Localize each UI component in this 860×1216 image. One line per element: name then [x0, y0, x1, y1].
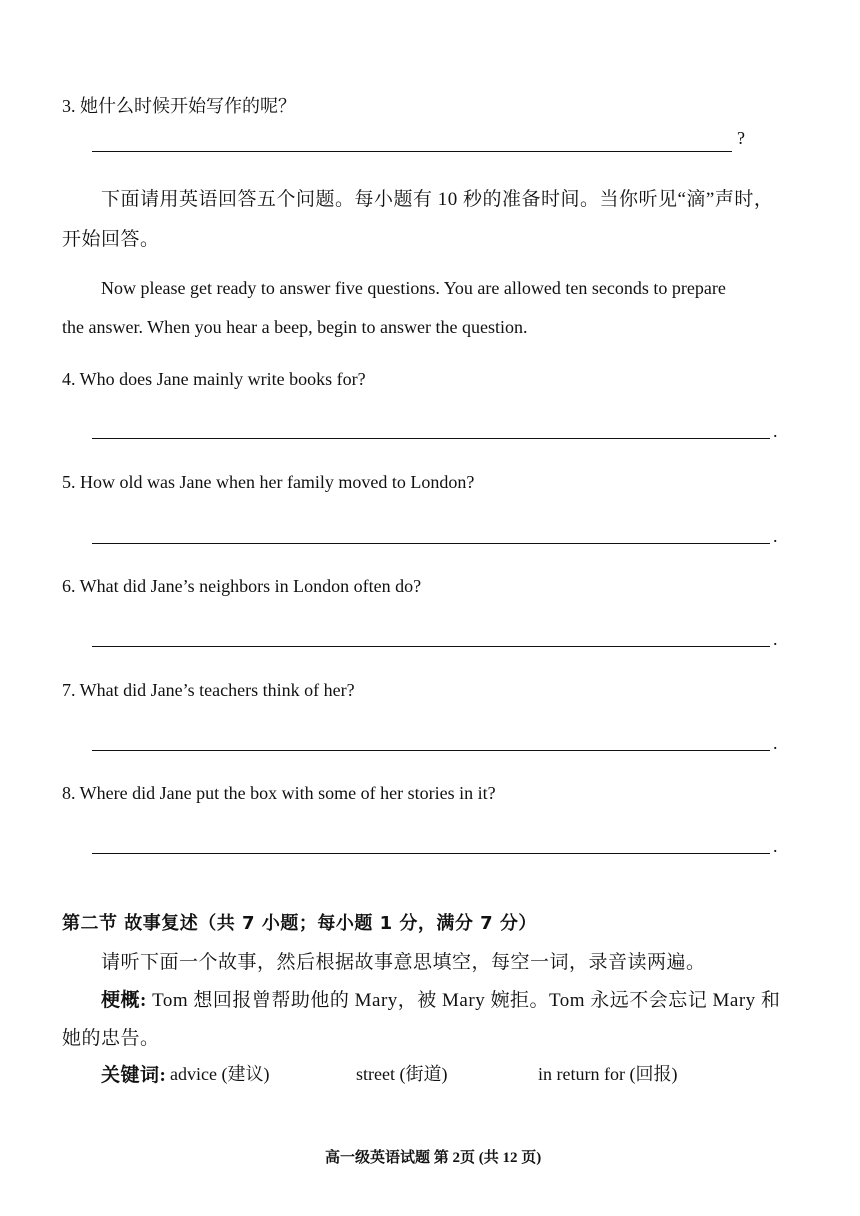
- keyword-street: street (街道): [356, 1064, 448, 1084]
- keyword-in-return-for: in return for (回报): [538, 1064, 678, 1084]
- question-8: 8. Where did Jane put the box with some of her stories in it?: [62, 783, 496, 803]
- question-3: 3. 她什么时候开始写作的呢？: [62, 96, 296, 116]
- answer-line-5[interactable]: [92, 543, 770, 544]
- question-7: 7. What did Jane’s teachers think of her?: [62, 680, 355, 700]
- instruction-zh-line2: 开始回答。: [62, 229, 160, 250]
- answer-end-mark-3: ?: [737, 128, 745, 148]
- summary-text-line1: Tom 想回报曾帮助他的 Mary，被 Mary 婉拒。Tom 永远不会忘记 Mary 和: [146, 990, 781, 1011]
- answer-line-4[interactable]: [92, 438, 770, 439]
- keywords-label: [101, 1060, 166, 1087]
- summary-line1: [101, 985, 780, 1012]
- instruction-zh-line1: 下面请用英语回答五个问题。每小题有 10 秒的准备时间。当你听见“滴”声时，: [101, 189, 774, 210]
- answer-line-3[interactable]: [92, 151, 732, 152]
- keyword-advice: advice (建议): [170, 1064, 270, 1084]
- answer-end-mark-5: .: [773, 526, 778, 546]
- instruction-en-line1: Now please get ready to answer five questions. You are allowed ten seconds to prepare: [101, 278, 726, 298]
- section-2-heading: 第二节 故事复述（共 7 小题；每小题 1 分，满分 7 分）: [62, 913, 537, 934]
- summary-label: 梗概:: [101, 990, 147, 1011]
- question-5: 5. How old was Jane when her family moved to London?: [62, 472, 475, 492]
- answer-end-mark-8: .: [773, 836, 778, 856]
- answer-end-mark-4: .: [773, 421, 778, 441]
- summary-line2: 她的忠告。: [62, 1028, 160, 1049]
- keywords-label-text: 关键词:: [101, 1065, 167, 1086]
- page-footer: 高一级英语试题 第 2页 (共 12 页): [325, 1150, 542, 1166]
- answer-end-mark-6: .: [773, 629, 778, 649]
- answer-line-7[interactable]: [92, 750, 770, 751]
- section-2-instruction: 请听下面一个故事，然后根据故事意思填空，每空一词，录音读两遍。: [101, 952, 706, 973]
- instruction-en-line2: the answer. When you hear a beep, begin to answer the question.: [62, 317, 528, 337]
- question-4: 4. Who does Jane mainly write books for?: [62, 369, 366, 389]
- answer-line-6[interactable]: [92, 646, 770, 647]
- answer-line-8[interactable]: [92, 853, 770, 854]
- answer-end-mark-7: .: [773, 733, 778, 753]
- question-6: 6. What did Jane’s neighbors in London often do?: [62, 576, 422, 596]
